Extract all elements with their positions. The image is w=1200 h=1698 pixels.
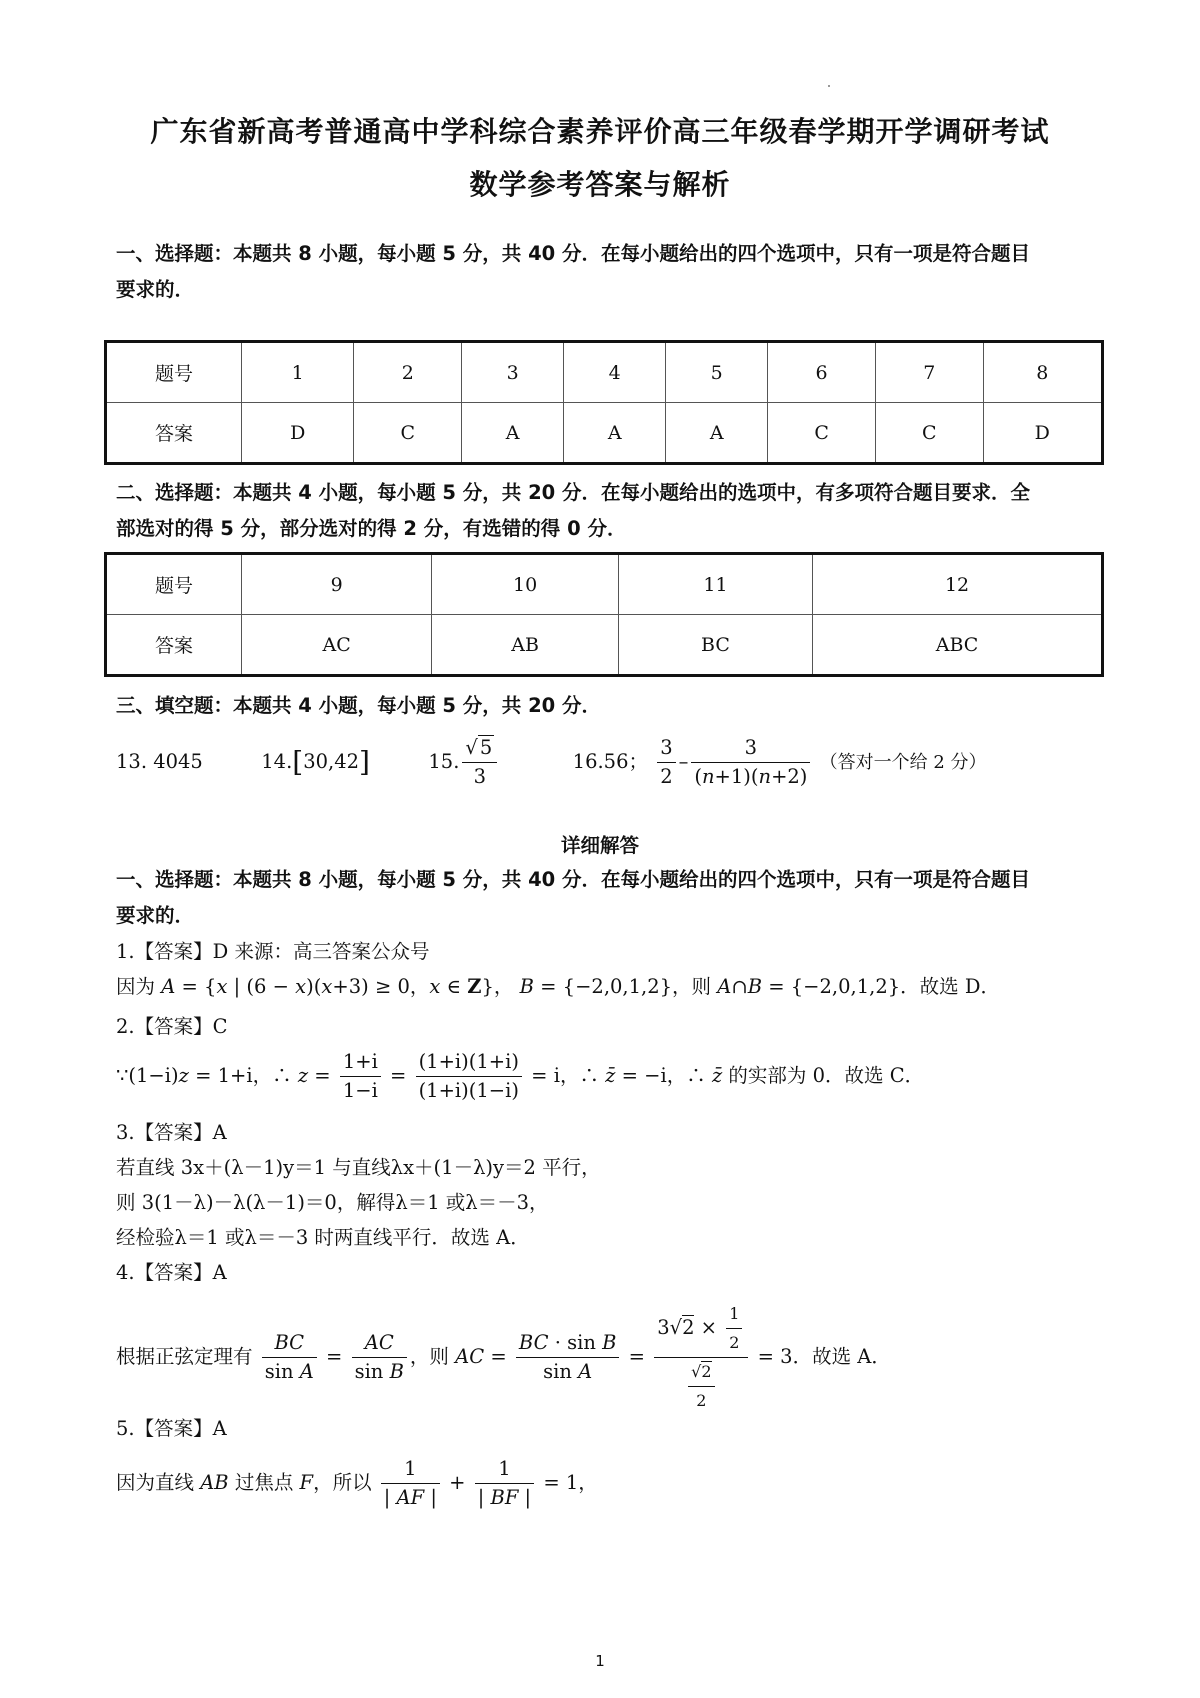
- row-label-answer: 答案: [106, 403, 242, 464]
- row-label-question: 题号: [106, 554, 242, 615]
- answer-5-head: 5.【答案】A: [116, 1417, 227, 1440]
- section1-heading: [116, 236, 1106, 308]
- question-number: 11: [618, 554, 812, 615]
- question-number: 12: [813, 554, 1103, 615]
- detail-section-heading-line1: 一、选择题：本题共 8 小题，每小题 5 分，共 40 分．在每小题给出的四个选项中，只有一项是符合题目: [116, 868, 1031, 891]
- answer-4-explanation: 根据正弦定理有 $\frac{BC}{\text{sin A}}$ = $\frac{AC}{\text{sin B}}$ ，则 AC = $\frac{\text{BC · sin B}}{\text{sin A}}$ = 3√2 × $\frac{1}{2}$ $\frac{√2}{2}$ = 3．故选 A．: [116, 1304, 891, 1410]
- answer-cell: ABC: [813, 615, 1103, 676]
- answer-cell: D: [242, 403, 354, 464]
- answer-3-line2: 则 3(1－λ)－λ(λ－1)＝0，解得λ＝1 或λ＝－3，: [116, 1191, 549, 1214]
- section1-answer-table: [104, 340, 1104, 465]
- question-number: 9: [242, 554, 432, 615]
- answer-cell: D: [983, 403, 1102, 464]
- section1-heading-line2: 要求的．: [116, 278, 195, 301]
- question-number: 4: [564, 342, 666, 403]
- section2-heading-line2: 部选对的得 5 分，部分选对的得 2 分，有选错的得 0 分．: [116, 517, 627, 540]
- answer-4-head: 4.【答案】A: [116, 1261, 227, 1284]
- row-label-answer: 答案: [106, 615, 242, 676]
- answer-1-explanation: 因为 A = {x | (6 − x)(x+3) ≥ 0，x ∈ Z}， B = {−2,0,1,2}，则 A∩B = {−2,0,1,2}．故选 D．: [116, 975, 1000, 998]
- answer-13: 13. 4045: [116, 750, 203, 773]
- detail-section-heading-line2: 要求的．: [116, 904, 195, 927]
- answer-16-note: （答对一个给 2 分）: [819, 752, 987, 773]
- detail-heading: 详细解答: [560, 834, 639, 857]
- question-number: 3: [462, 342, 564, 403]
- fill-in-answers: 13. 4045 14.[30,42] 15. $\frac{√ 5}{3}$ 16.56； $\frac{3}{2}$ – $\frac{3}{(n+1)(n+2)}$ （答对一个给 2 分）: [116, 736, 987, 788]
- answer-1-head: 1.【答案】D 来源：高三答案公众号: [116, 940, 430, 963]
- answer-2-head: 2.【答案】C: [116, 1015, 228, 1038]
- section2-heading-line1: 二、选择题：本题共 4 小题，每小题 5 分，共 20 分．在每小题给出的选项中，有多项符合题目要求．全: [116, 481, 1031, 504]
- answer-16-fraction-b: $\frac{3}{(n+1)(n+2)}$: [691, 736, 810, 789]
- answer-14-value: 30,42: [303, 750, 360, 773]
- section3-heading: 三、填空题：本题共 4 小题，每小题 5 分，共 20 分．: [116, 694, 602, 717]
- answer-15-radicand: 5: [479, 736, 493, 759]
- answer-5-explanation: 因为直线 AB 过焦点 F，所以 $\frac{1}{| AF |}$ + $\frac{1}{| BF |}$ = 1，: [116, 1457, 598, 1509]
- answer-cell: A: [462, 403, 564, 464]
- question-number: 7: [875, 342, 983, 403]
- table-row: [106, 615, 1103, 676]
- answer-14-number: 14.: [261, 750, 293, 773]
- page-number: 1: [595, 1652, 605, 1670]
- page-subtitle: 数学参考答案与解析: [469, 168, 731, 201]
- answer-3-head: 3.【答案】A: [116, 1121, 227, 1144]
- answer-cell: C: [354, 403, 462, 464]
- section2-heading: [116, 475, 1106, 547]
- answer-cell: C: [875, 403, 983, 464]
- detail-section-heading: [116, 862, 1106, 934]
- page-title: 广东省新高考普通高中学科综合素养评价高三年级春学期开学调研考试: [150, 115, 1050, 148]
- answer-3-line3: 经检验λ＝1 或λ＝－3 时两直线平行．故选 A．: [116, 1226, 530, 1249]
- answer-2-explanation: ∵(1−i)z = 1+i，∴ z = $\frac{1+i}{1-i}$ = $\frac{(1+i)(1+i)}{(1+i)(1-i)}$ = i，∴ z̄ = −i，∴ z̄ 的实部为 0．故选 C．: [116, 1050, 925, 1102]
- answer-15-fraction: $\frac{√ 5}{3}$: [462, 736, 497, 789]
- answer-15-number: 15.: [428, 750, 460, 773]
- answer-cell: C: [768, 403, 876, 464]
- answer-cell: BC: [618, 615, 812, 676]
- question-number: 1: [242, 342, 354, 403]
- answer-16-fraction-a: $\frac{3}{2}$: [657, 736, 675, 789]
- answer-15-denominator: 3: [473, 765, 487, 788]
- table-row: [106, 342, 1103, 403]
- row-label-question: 题号: [106, 342, 242, 403]
- answer-cell: A: [666, 403, 768, 464]
- answer-cell: AB: [432, 615, 619, 676]
- answer-3-line1: 若直线 3x＋(λ－1)y＝1 与直线λx＋(1－λ)y＝2 平行，: [116, 1156, 601, 1179]
- answer-cell: AC: [242, 615, 432, 676]
- answer-16-number: 16.56；: [572, 750, 648, 773]
- section1-heading-line1: 一、选择题：本题共 8 小题，每小题 5 分，共 40 分．在每小题给出的四个选项中，只有一项是符合题目: [116, 242, 1031, 265]
- question-number: 2: [354, 342, 462, 403]
- table-row: [106, 554, 1103, 615]
- scan-dot: [828, 85, 830, 87]
- section2-answer-table: [104, 552, 1104, 677]
- table-row: [106, 403, 1103, 464]
- question-number: 10: [432, 554, 619, 615]
- question-number: 6: [768, 342, 876, 403]
- answer-cell: A: [564, 403, 666, 464]
- question-number: 8: [983, 342, 1102, 403]
- question-number: 5: [666, 342, 768, 403]
